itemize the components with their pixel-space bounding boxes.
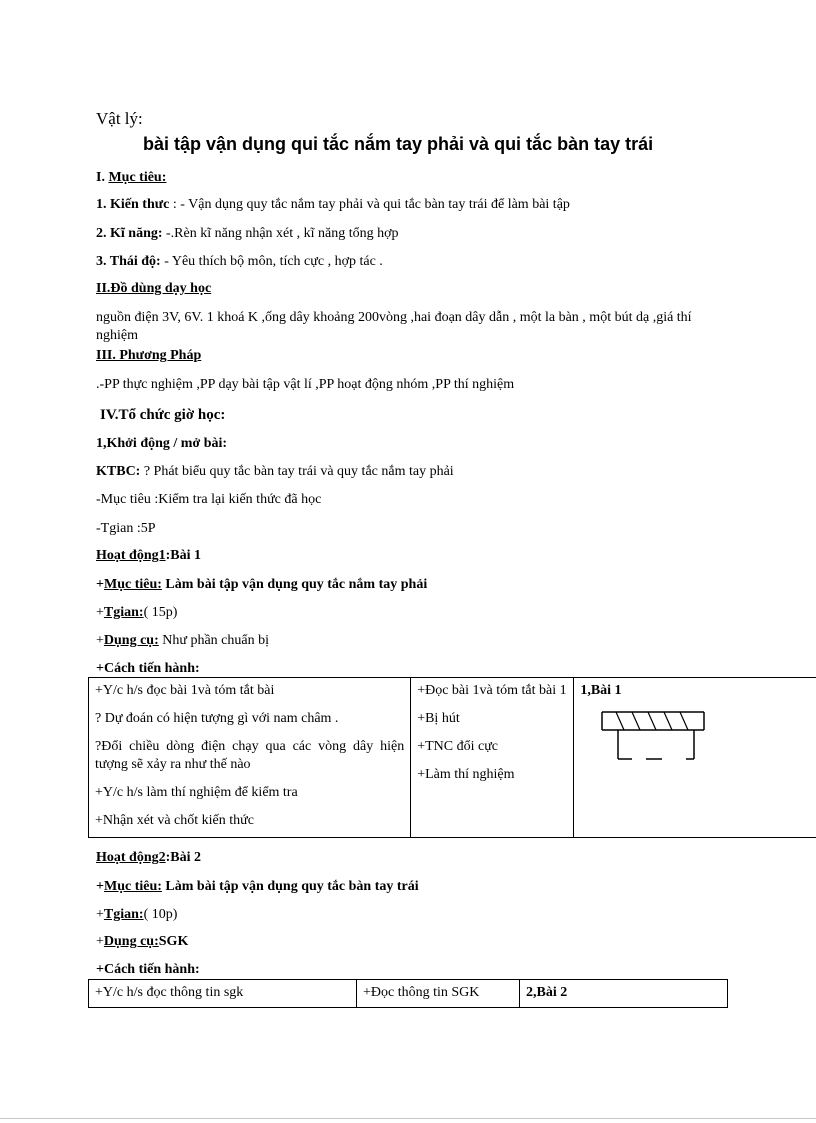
activity1-teacher-line: +Y/c h/s làm thí nghiệm để kiểm tra bbox=[95, 785, 298, 800]
activity2-tools: +Dụng cụ:SGK bbox=[96, 934, 189, 949]
activity2-time: +Tgian:( 10p) bbox=[96, 907, 178, 922]
activity2-result-cell: 2,Bài 2 bbox=[520, 980, 728, 1008]
activity1-tools: +Dụng cụ: Như phần chuẩn bị bbox=[96, 633, 269, 648]
activity1-teacher-line: ? Dự đoán có hiện tượng gì với nam châm . bbox=[95, 711, 339, 726]
startup-heading: 1,Khởi động / mở bài: bbox=[96, 436, 228, 451]
activity2-goal: +Mục tiêu: Làm bài tập vận dụng quy tắc bàn tay trái bbox=[96, 879, 419, 894]
page-bottom-rule bbox=[0, 1118, 816, 1119]
objective-attitude: 3. Thái độ: - Yêu thích bộ môn, tích cực , hợp tác . bbox=[96, 254, 383, 269]
activity2-table bbox=[88, 979, 728, 1008]
activity1-procedure: +Cách tiến hành: bbox=[96, 661, 200, 676]
methods-heading: III. Phương Pháp bbox=[96, 348, 202, 363]
startup-goal: -Mục tiêu :Kiểm tra lại kiến thức đã học bbox=[96, 492, 322, 507]
materials-heading: II.Đồ dùng dạy học bbox=[96, 281, 212, 296]
activity1-student-line: +TNC đổi cực bbox=[417, 739, 499, 754]
objective-skills: 2. Kĩ năng: -.Rèn kĩ năng nhận xét , kĩ năng tổng hợp bbox=[96, 226, 399, 241]
startup-time: -Tgian :5P bbox=[96, 521, 156, 536]
activity2-student-cell: +Đọc thông tin SGK bbox=[357, 980, 520, 1008]
activity2-procedure: +Cách tiến hành: bbox=[96, 962, 200, 977]
activity1-teacher-line: +Nhận xét và chốt kiến thức bbox=[95, 813, 254, 828]
activity1-time: +Tgian:( 15p) bbox=[96, 605, 178, 620]
activity2-heading: Hoạt động2:Bài 2 bbox=[96, 850, 202, 865]
activity2-teacher-cell: +Y/c h/s đọc thông tin sgk bbox=[89, 980, 357, 1008]
activity1-result-title: 1,Bài 1 bbox=[580, 683, 622, 698]
coil-turn bbox=[616, 712, 624, 730]
activity1-student-line: +Làm thí nghiệm bbox=[417, 767, 515, 782]
solenoid-diagram bbox=[598, 702, 718, 772]
methods-text: .-PP thực nghiệm ,PP dạy bài tập vật lí ,PP hoạt động nhóm ,PP thí nghiệm bbox=[96, 377, 515, 392]
objectives-heading: I. Mục tiêu: bbox=[96, 170, 167, 185]
page-title: bài tập vận dụng qui tắc nắm tay phải và qui tắc bàn tay trái bbox=[143, 134, 654, 154]
coil-turn bbox=[680, 712, 688, 730]
objective-knowledge: 1. Kiến thưc : - Vận dụng quy tắc nắm tay phải và qui tắc bàn tay trái để làm bài tập bbox=[96, 197, 570, 212]
activity1-teacher-line: ?Đổi chiều dòng điện chạy qua các vòng dây hiện tượng sẽ xảy ra như thế nào bbox=[95, 739, 405, 772]
activity1-student-line: +Đọc bài 1và tóm tắt bài 1 bbox=[417, 683, 567, 698]
coil-turn bbox=[648, 712, 656, 730]
activity1-result-cell bbox=[574, 678, 816, 838]
activity1-table bbox=[88, 677, 816, 838]
activity1-goal: +Mục tiêu: Làm bài tập vận dụng quy tắc nắm tay phải bbox=[96, 577, 428, 592]
activity1-student-line: +Bị hút bbox=[417, 711, 460, 726]
activity1-teacher-line: +Y/c h/s đọc bài 1và tóm tắt bài bbox=[95, 683, 275, 698]
activity1-heading: Hoạt động1:Bài 1 bbox=[96, 548, 202, 563]
activity1-student-cell bbox=[411, 678, 574, 838]
organization-heading: IV.Tổ chức giờ học: bbox=[100, 407, 226, 423]
activity1-teacher-cell bbox=[89, 678, 411, 838]
subject-label: Vật lý: bbox=[96, 109, 143, 128]
coil-turn bbox=[664, 712, 672, 730]
materials-text: nguồn điện 3V, 6V. 1 khoá K ,ống dây khoảng 200vòng ,hai đoạn dây dẫn , một la bàn , một bút dạ ,giá thí nghiệm bbox=[96, 310, 692, 343]
coil-turn bbox=[632, 712, 640, 730]
ktbc-line: KTBC: ? Phát biểu quy tắc bàn tay trái và quy tắc nắm tay phải bbox=[96, 464, 454, 479]
